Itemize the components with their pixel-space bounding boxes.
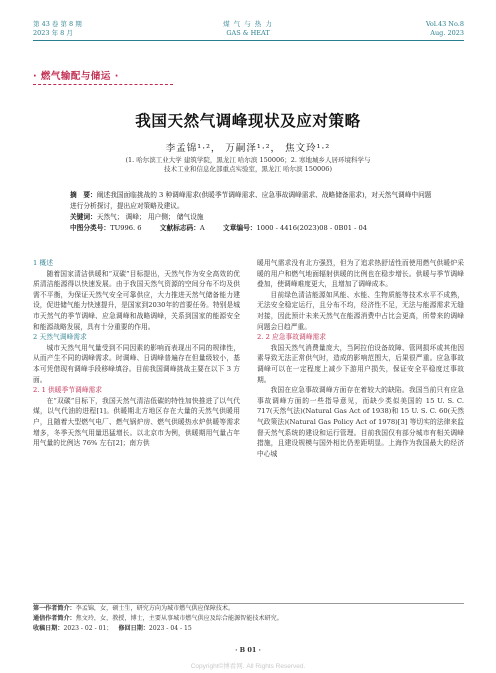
left-column — [33, 258, 240, 449]
first-author-label: 第一作者简介： — [33, 605, 76, 612]
journal-name-en: GAS & HEAT — [226, 29, 270, 37]
issue-date: 2023 年 8 月 — [33, 29, 73, 37]
affiliation — [40, 156, 456, 174]
section-tag-rule — [33, 84, 173, 85]
first-author-text: 李孟锦，女，硕士生，研究方向为城市燃气供应保障技术。 — [75, 605, 235, 612]
volume-en: Vol.43 No.8 — [425, 20, 464, 28]
doc-code-value: A — [199, 224, 205, 232]
paragraph: 暖用气需求没有北方强烈，但为了追求热舒适性而使用燃气供暖炉采暖的用户和燃气地面辐射供暖的比例也在稳步增长。供暖与季节调峰叠加，使调峰难度更大，且增加了调峰成本。 — [257, 259, 464, 289]
footnotes — [33, 604, 464, 633]
section-tag: · 燃气输配与储运 · — [33, 71, 119, 82]
article-no-value: 1000 - 4416(2023)08 - 0B01 - 04 — [256, 224, 367, 232]
article-title: 我国天然气调峰现状及应对策略 — [135, 112, 361, 130]
abstract-label: 摘 要： — [70, 191, 97, 199]
clc-value: TU996. 6 — [110, 224, 142, 232]
section-heading: 1 概述 — [33, 259, 53, 267]
abstract-block — [70, 190, 438, 234]
keywords-label: 关键词： — [70, 213, 97, 221]
corr-author-text: 焦文玲，女，教授，博士，主要从事城市燃气供应及综合能源智能技术研究。 — [75, 614, 283, 622]
journal-volume-en — [380, 20, 464, 38]
received-label: 收稿日期： — [33, 624, 64, 632]
copyright-notice: Copyright©博看网. All Rights Reserved. — [190, 663, 306, 670]
keywords — [70, 212, 438, 223]
received-date: 2023 - 02 - 01； — [63, 624, 113, 632]
paragraph: 随着国家清洁供暖和“双碳”目标提出，天然气作为安全高效的优质清洁能源得以快速发展。由于我国天然气资源的空间分布不均及供需不平衡，为保证天然气安全可靠供应，大力推进天然气储备能力建设，促进储气能力快速提升，是国家到2030年的首要任务。特别是城市天然气的季节调峰、应急调峰和战略调峰，关系到国家的能源安全和能源战略发展，具有十分重要的作用。 — [33, 269, 240, 331]
journal-name — [180, 20, 316, 38]
right-column — [257, 258, 464, 459]
abstract-text: 阐述我国面临挑战的 3 种调峰需求(供暖季节调峰需求、应急事故调峰需求、战略储备需求)，对天然气调峰中问题进行分析探讨，提出应对策略及建议。 — [70, 191, 432, 210]
abstract — [70, 190, 438, 212]
journal-volume — [33, 20, 143, 38]
footnote-dates — [33, 624, 464, 634]
footnote-corresponding-author — [33, 614, 464, 624]
subsection-heading: 2. 1 供暖季节调峰需求 — [33, 386, 103, 395]
clc-label: 中图分类号： — [70, 224, 111, 232]
paragraph: 在“双碳”目标下，我国天然气清洁低碳的特性加快推进了以气代煤，以气代油的进程[1]。供暖期北方地区存在大量的天然气供暖用户，且随着大型燃气电厂、燃气锅炉房、燃气供暖热水炉供暖等需求增多，冬季天然气用量迅猛增长。以北京市为例，供暖期用气量占年用气量的比例达 76% 左右[2]；南方供 — [33, 396, 240, 448]
affiliation-line-1: (1. 哈尔滨工业大学 建筑学院，黑龙江 哈尔滨 150006；2. 寒地城乡人居环境科学与 — [125, 156, 371, 164]
page-number: · B 01 · — [235, 646, 261, 654]
classification-row — [70, 223, 438, 234]
paragraph: 城市天然气用气量受到不同因素的影响而表现出不同的规律性，从而产生不同的调峰需求。时调峰、日调峰普遍存在但量级较小，基本可凭借现有调峰手段移峰填谷。目前我国调峰挑战主要在以下 3 方面。 — [33, 343, 240, 384]
affiliation-line-2: 技术工业和信息化部重点实验室，黑龙江 哈尔滨 150006) — [164, 165, 332, 173]
corr-author-label: 通信作者简介： — [33, 614, 76, 622]
paragraph: 我国在应急事故调峰方面存在着较大的缺陷。我国当前只有应急事故调峰方面的一些指导意见，而缺少类似美国的 15 U. S. C. 717(天然气法)(Natural Gas Act of 1938)和 15 U. S. C. 60(天然气政策法)(Natural Gas Policy Act of 1978)[3] 等切实的法律来监督天然气系统的建设和运行管理。目前我国仅有部分城市有相关调峰措施，且建设规模与国外相比仍差距明显。上海作为我国最大的经济中心城 — [257, 386, 464, 458]
volume-issue: 第 43 卷 第 8 期 — [33, 20, 82, 28]
revised-label: 修回日期： — [118, 624, 149, 632]
section-heading: 2 天然气调峰需求 — [33, 333, 87, 342]
paragraph: 我国天然气消费量庞大，当阿拉伯设备故障、管网损坏或其他因素导致无法正常供气时，造成的影响范围大，后果很严重。应急事故调峰可以在一定程度上减少下游用户损失，保证安全平稳度过事故期。 — [257, 343, 464, 384]
author-list: 李孟锦¹·²， 万嗣泽¹·²， 焦文玲¹·² — [165, 143, 331, 154]
keywords-text: 天然气； 调峰； 用户侧； 储气设施 — [96, 213, 204, 221]
footnote-first-author — [33, 604, 464, 614]
journal-name-cn: 煤 气 与 热 力 — [223, 20, 273, 28]
doc-code-label: 文献标志码： — [159, 224, 200, 232]
header-rule — [33, 40, 464, 41]
revised-date: 2023 - 04 - 15 — [148, 624, 192, 632]
date-en: Aug. 2023 — [430, 29, 464, 37]
paragraph: 目前绿色清洁能源如风能、水能、生物质能等技术水平不成熟，无法安全稳定运行，且分布不均，经济性不足，无法与能源需求无缝对接，因此预计未来天然气在能源消费中占比会更高，所带来的调峰问题会日趋严重。 — [257, 290, 464, 331]
article-no-label: 文章编号： — [223, 224, 257, 232]
subsection-heading: 2. 2 应急事故调峰需求 — [257, 333, 327, 342]
